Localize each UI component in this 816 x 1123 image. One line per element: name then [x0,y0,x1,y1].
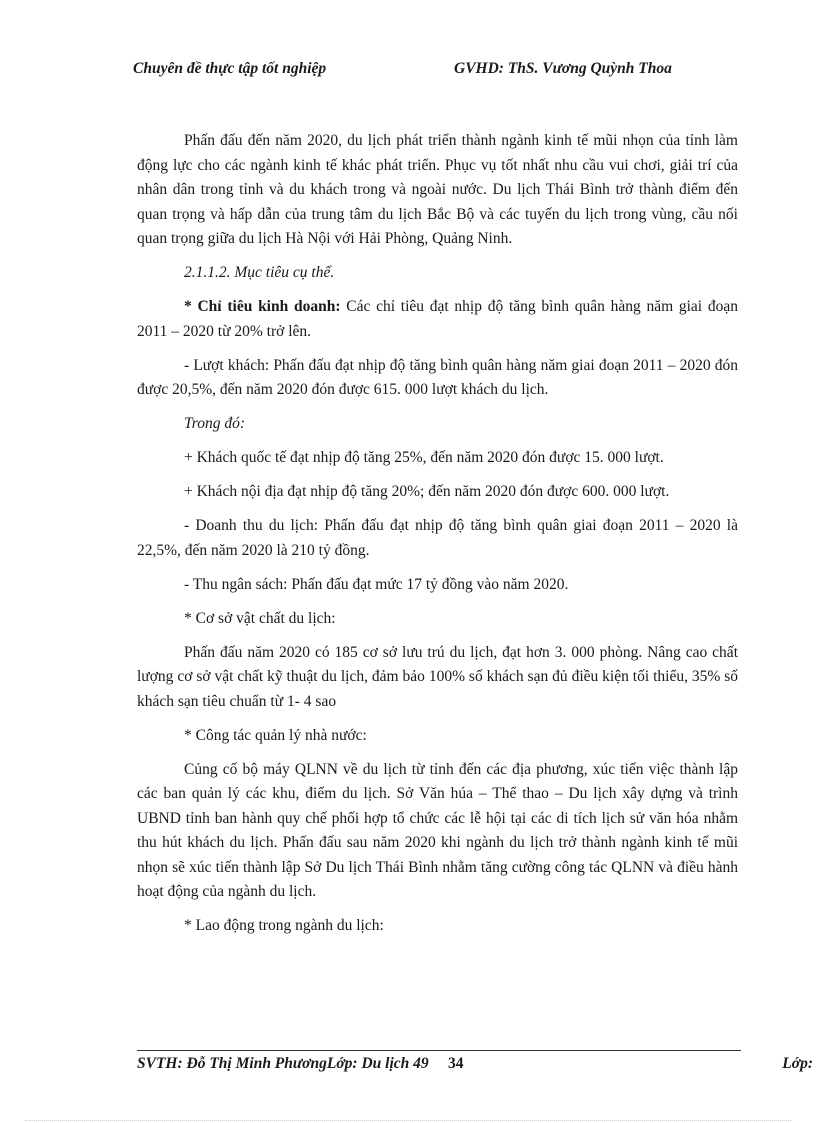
document-body [137,129,738,948]
paragraph-labor-heading: * Lao động trong ngành du lịch: [184,917,384,934]
footer-class: Lớp: [782,1055,813,1072]
page-edge-divider [25,1120,791,1121]
paragraph-budget: - Thu ngân sách: Phấn đấu đạt mức 17 tỷ đồng vào năm 2020. [184,575,569,593]
paragraph-business-targets [137,295,738,344]
section-heading: 2.1.1.2. Mục tiêu cụ thể. [184,264,335,281]
paragraph-visitors: - Lượt khách: Phấn đấu đạt nhịp độ tăng bình quân hàng năm giai đoạn 2011 – 2020 đón được 20,5%, đến năm 2020 đón được 615. 000 lượt khách du lịch. [137,356,738,398]
page-number: 34 [448,1055,464,1072]
business-targets-text: Các chỉ tiêu đạt nhịp độ tăng bình quân hàng năm giai đoạn 2011 – 2020 từ 20% trở lên. [137,298,738,340]
header-supervisor: GVHD: ThS. Vương Quỳnh Thoa [454,60,672,77]
paragraph-facilities-heading: * Cơ sở vật chất du lịch: [184,609,336,627]
footer-divider [137,1050,741,1051]
paragraph-of-which: Trong đó: [184,415,246,432]
header-title: Chuyên đề thực tập tốt nghiệp [133,60,327,77]
paragraph-domestic-visitors: + Khách nội địa đạt nhịp độ tăng 20%; đến năm 2020 đón được 600. 000 lượt. [184,483,670,500]
paragraph-revenue: - Doanh thu du lịch: Phấn đấu đạt nhịp độ tăng bình quân giai đoạn 2011 – 2020 là 22,5%, đến năm 2020 là 210 tỷ đồng. [137,517,738,559]
paragraph-management: Củng cố bộ máy QLNN về du lịch từ tỉnh đến các địa phương, xúc tiến việc thành lập các ban quản lý các khu, điểm du lịch. Sở Văn húa – Thể thao – Du lịch xây dựng và trình UBND tỉnh ban hành quy chế phối hợp tổ chức các lễ hội tại các di tích lịch sử văn hóa nhằm thu hút khách du lịch. Phấn đấu sau năm 2020 khi ngành du lịch trở thành ngành kinh tế mũi nhọn sẽ xúc tiến thành lập Sở Du lịch Thái Bình nhằm tăng cường công tác QLNN và điều hành hoạt động của ngành du lịch. [137,760,738,900]
paragraph-goal: Phấn đấu đến năm 2020, du lịch phát triển thành ngành kinh tế mũi nhọn của tỉnh làm động lực cho các ngành kinh tế khác phát triển. Phục vụ tốt nhất nhu cầu vui chơi, giải trí của nhân dân trong tỉnh và du khách trong và ngoài nước. Du lịch Thái Bình trở thành điểm đến quan trọng và hấp dẫn của trung tâm du lịch Bắc Bộ và các tuyến du lịch trong vùng, cầu nối quan trọng giữa du lịch Hà Nội với Hải Phòng, Quảng Ninh. [137,132,738,247]
business-targets-label: * Chỉ tiêu kinh doanh: [184,298,341,315]
paragraph-international-visitors: + Khách quốc tế đạt nhịp độ tăng 25%, đến năm 2020 đón được 15. 000 lượt. [184,449,664,466]
page-footer [137,1055,813,1077]
page-header [133,60,743,84]
footer-student: SVTH: Đỗ Thị Minh PhươngLớp: Du lịch 49 [137,1055,429,1072]
paragraph-management-heading: * Công tác quản lý nhà nước: [184,726,367,744]
paragraph-facilities: Phấn đấu năm 2020 có 185 cơ sở lưu trú du lịch, đạt hơn 3. 000 phòng. Nâng cao chất lượng cơ sở vật chất kỹ thuật du lịch, đảm bảo 100% số khách sạn đủ điều kiện tối thiểu, 35% số khách sạn tiêu chuẩn từ 1- 4 sao [137,643,738,710]
